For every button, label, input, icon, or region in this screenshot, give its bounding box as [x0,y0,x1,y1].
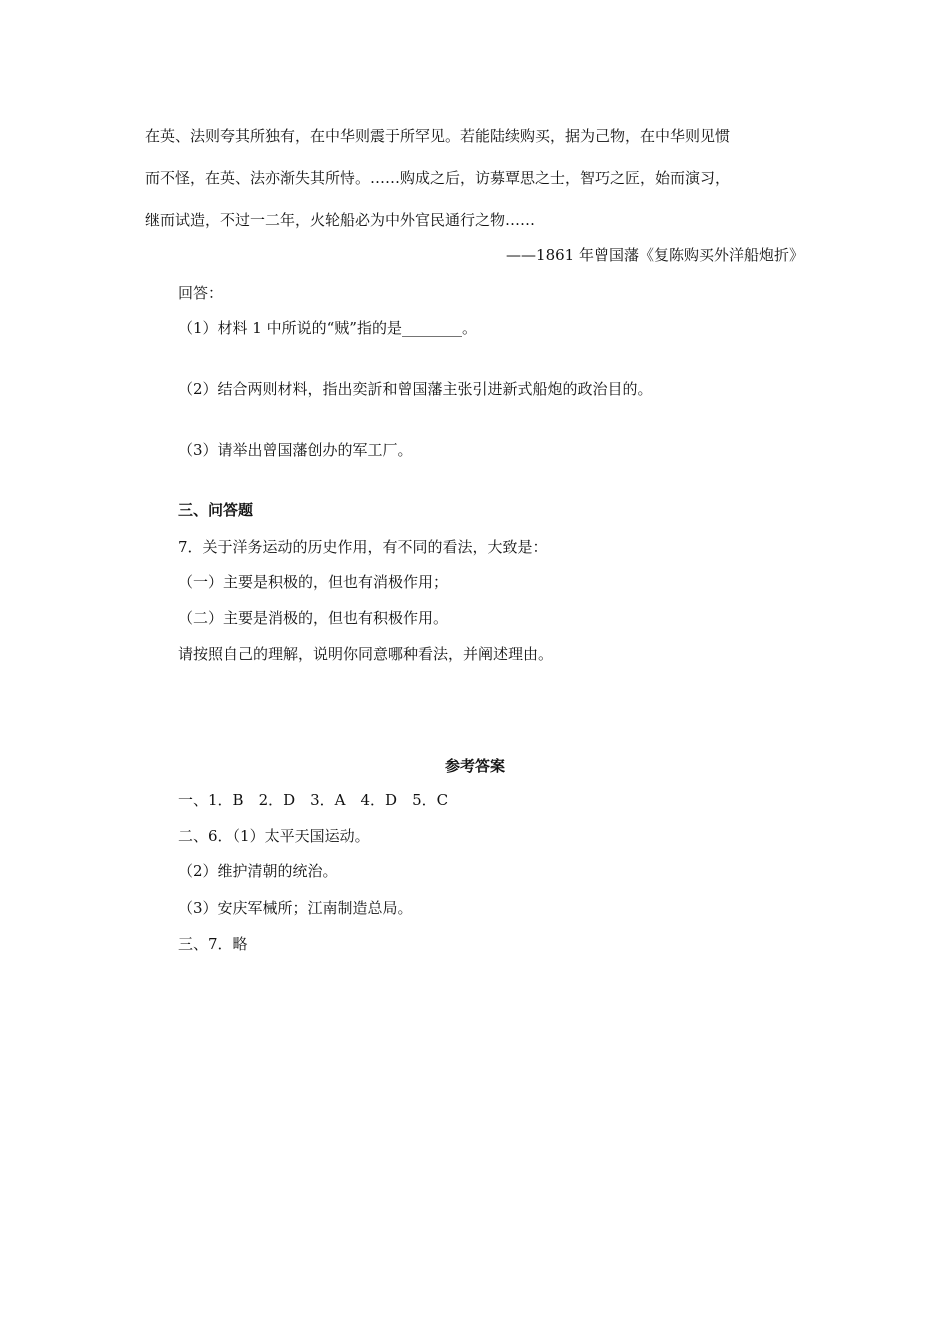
question-7: 7．关于洋务运动的历史作用，有不同的看法，大致是： [178,538,548,556]
material-line-2: 而不怪，在英、法亦渐失其所恃。……购成之后，访募覃思之士，智巧之匠，始而演习， [145,169,731,187]
section-heading: 三、问答题 [178,501,254,519]
question-3: （3）请举出曾国藩创办的军工厂。 [178,441,413,459]
material-line-1: 在英、法则夸其所独有，在中华则震于所罕见。若能陆续购买，据为己物，在中华则见惯 [145,127,731,145]
answer-prompt: 回答： [178,284,224,302]
answer-line-3: （2）维护清朝的统治。 [178,862,338,880]
answer-line-5: 三、7．略 [178,935,248,953]
answer-line-2: 二、6．（1）太平天国运动。 [178,827,370,845]
instruction: 请按照自己的理解，说明你同意哪种看法，并阐述理由。 [178,645,554,663]
material-source: ——1861 年曾国藩《复陈购买外洋船炮折》 [506,246,804,264]
question-2: （2）结合两则材料，指出奕訢和曾国藩主张引进新式船炮的政治目的。 [178,380,653,398]
material-line-3: 继而试造，不过一二年，火轮船必为中外官民通行之物…… [145,211,536,229]
view-1: （一）主要是积极的，但也有消极作用； [178,573,449,591]
view-2: （二）主要是消极的，但也有积极作用。 [178,609,449,627]
answer-line-4: （3）安庆军械所；江南制造总局。 [178,899,413,917]
answers-title: 参考答案 [444,757,505,775]
question-1: （1）材料 1 中所说的“贼”指的是________。 [178,319,477,337]
answer-line-1: 一、1．B 2．D 3．A 4．D 5．C [178,791,449,809]
